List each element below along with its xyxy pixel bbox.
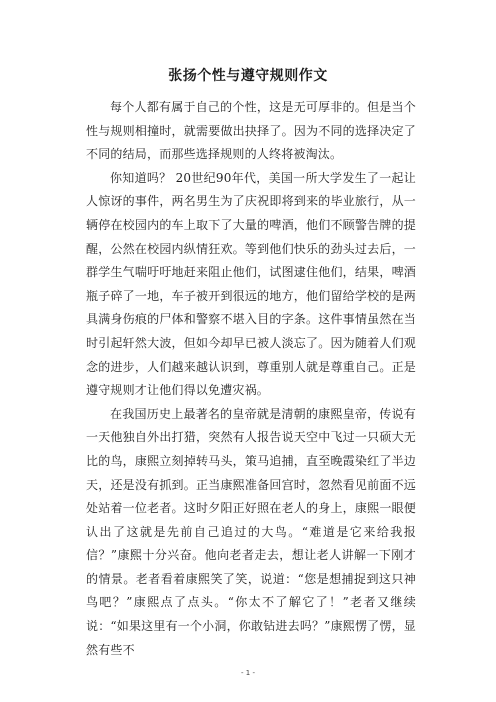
document-title: 张扬个性与遵守规则作文: [168, 68, 328, 84]
page-number: - 1 -: [241, 669, 255, 677]
paragraph-3: 在我国历史上最著名的皇帝就是清朝的康熙皇帝，传说有一天他独自外出打猎，突然有人报告说天空中飞过一只硕大无比的鸟，康熙立刻掉转马头，策马追捕，直至晚霞染红了半边天，还是没有抓到。正当康熙准备回宫时，忽然看见前面不远处站着一位老者。这时夕阳正好照在老人的身上，康熙一眼便认出了这就是先前自己追过的大鸟。“难道是它来给我报信？”康熙十分兴奋。他向老者走去，想让老人讲解一下刚才的情景。老者看着康熙笑了笑，说道：“您是想捕捉到这只神鸟吧？”康熙点了点头。“你太不了解它了！”老者又继续说：“如果这里有一个小洞，你敢钻进去吗？”康熙愣了愣，显然有些不: [86, 406, 416, 657]
paragraph-2: 你知道吗？ 20世纪90年代，美国一所大学发生了一起让人惊讶的事件，两名男生为了庆祝即将到来的毕业旅行，从一辆停在校园内的车上取下了大量的啤酒，他们不顾警告牌的提醒，公然在校园内纵情狂欢。等到他们快乐的劲头过去后，一群学生气喘吁吁地赶来阻止他们，试图逮住他们，结果，啤酒瓶子碎了一地，车子被开到很远的地方，他们留给学校的是两具满身伤痕的尸体和警察不堪入目的字条。这件事情虽然在当时引起轩然大波，但如今却早已被人淡忘了。因为随着人们观念的进步，人们越来越认识到，尊重别人就是尊重自己。正是遵守规则才让他们得以免遭灾祸。: [86, 170, 416, 398]
document-body: [86, 96, 416, 662]
paragraph-1: 每个人都有属于自己的个性，这是无可厚非的。但是当个性与规则相撞时，就需要做出抉择了。因为不同的选择决定了不同的结局，而那些选择规则的人终将被淘汰。: [86, 100, 416, 162]
